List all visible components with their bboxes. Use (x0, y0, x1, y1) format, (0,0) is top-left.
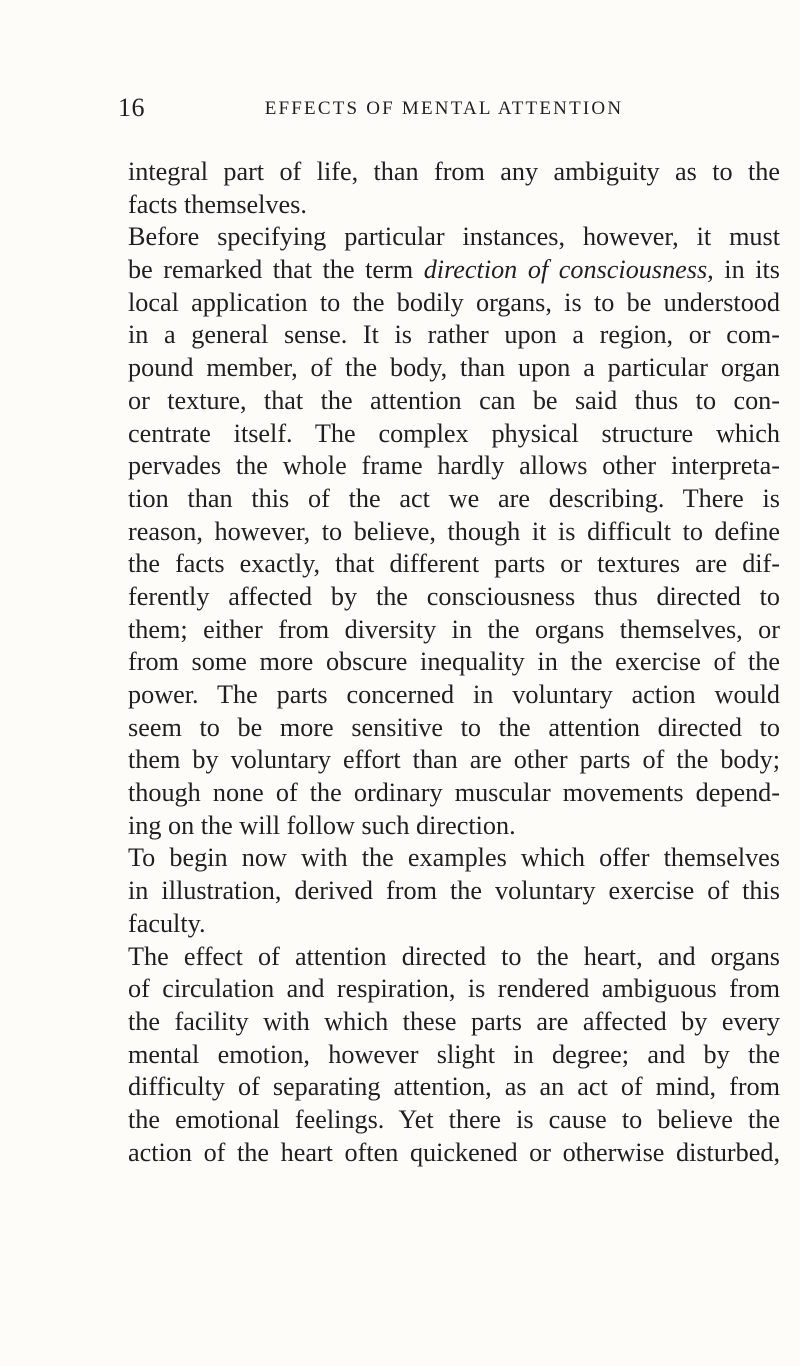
text-line: the emotional feelings. Yet there is cause to believe the (128, 1104, 780, 1134)
text-line: ing on the will follow such direction. (128, 810, 516, 840)
body-text (128, 156, 788, 1169)
text-line: them; either from diversity in the organs themselves, or (128, 614, 780, 644)
text-line: faculty. (128, 908, 206, 938)
text-line: To begin now with the examples which offer themselves (128, 843, 780, 873)
text-line: centrate itself. The complex physical structure which (128, 418, 780, 448)
text-line: reason, however, to believe, though it is difficult to define (128, 516, 780, 546)
text-line: the facts exactly, that different parts or textures are dif- (128, 549, 780, 579)
text-line: power. The parts concerned in voluntary action would (128, 680, 780, 709)
text-line: pervades the whole frame hardly allows other interpreta- (128, 451, 780, 481)
text-line: mental emotion, however slight in degree; and by the (128, 1039, 780, 1069)
text-line: action of the heart often quickened or otherwise disturbed, (128, 1137, 780, 1167)
text-line: integral part of life, than from any ambiguity as to the (128, 157, 780, 186)
text-line: facts themselves. (128, 189, 307, 219)
text-segment: in its (713, 255, 780, 285)
text-line: tion than this of the act we are describing. There is (128, 483, 780, 513)
text-line: local application to the bodily organs, is to be understood (128, 287, 780, 317)
text-line: them by voluntary effort than are other parts of the body; (128, 745, 780, 775)
page-header (118, 93, 730, 123)
text-line: seem to be more sensitive to the attention directed to (128, 712, 780, 742)
page-number: 16 (118, 93, 145, 122)
text-line: in a general sense. It is rather upon a region, or com- (128, 320, 780, 350)
text-line: though none of the ordinary muscular movements depend- (128, 778, 780, 808)
text-line: or texture, that the attention can be said thus to con- (128, 385, 780, 415)
italic-term: direction of consciousness, (423, 255, 714, 285)
text-line: the facility with which these parts are affected by every (128, 1006, 780, 1036)
text-line: from some more obscure inequality in the exercise of the (128, 647, 780, 677)
text-segment: be remarked that the term (128, 255, 424, 285)
text-line: pound member, of the body, than upon a particular organ (128, 353, 780, 383)
text-line: ferently affected by the consciousness thus directed to (128, 581, 780, 611)
text-line: The effect of attention directed to the heart, and organs (128, 941, 780, 971)
running-head: EFFECTS OF MENTAL ATTENTION (264, 98, 624, 119)
text-line (128, 254, 780, 287)
text-line: Before specifying particular instances, however, it must (128, 222, 780, 252)
text-line: of circulation and respiration, is rendered ambiguous from (128, 974, 780, 1004)
text-line: difficulty of separating attention, as an act of mind, from (128, 1072, 780, 1102)
text-line: in illustration, derived from the voluntary exercise of this (128, 876, 780, 906)
